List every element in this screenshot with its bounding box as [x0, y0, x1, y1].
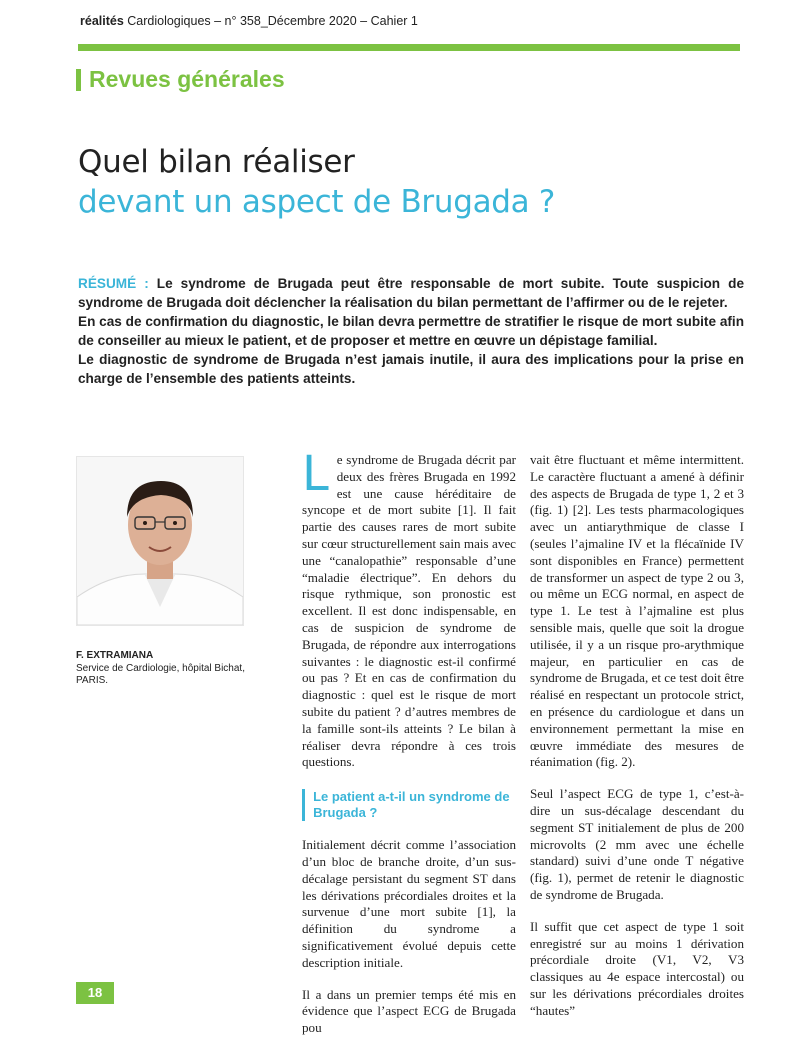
abstract-paragraph: RÉSUMÉ : Le syndrome de Brugada peut être responsable de mort subite. Toute suspicion de syndrome de Brugada doit déclencher la réalisation du bilan permettant de l’affirmer ou de le rejeter. — [78, 276, 744, 310]
page-number: 18 — [76, 982, 114, 1004]
author-block — [76, 650, 245, 688]
body-paragraph: Seul l’aspect ECG de type 1, c’est-à-dire un sus-décalage descendant du segment ST initialement de plus de 200 microvolts (2 mm avec une échelle standard) suivi d’une onde T négative (fig. 1), permet de retenir le diagnostic de syndrome de Brugada. — [530, 786, 744, 902]
header-rule — [78, 44, 740, 51]
author-city: PARIS. — [76, 675, 109, 686]
author-photo — [76, 456, 244, 626]
subheading-text: Le patient a-t-il un syndrome de Brugada ? — [313, 789, 510, 821]
subheading — [302, 789, 516, 821]
abstract — [78, 274, 744, 388]
body-paragraph: vait être fluctuant et même intermittent. Le caractère fluctuant a amené à définir des aspects de Brugada de type 1, 2 et 3 (fig. 1) [2]. Les tests pharmacologiques avec un antiarythmique de classe I (seules l’ajmaline IV et la flécaïnide IV sont disponibles en France) permettent de transformer un aspect de type 2 ou 3, ou même un ECG normal, en aspect de type 1. Le test à l’ajmaline est plus sensible mais, quelle que soit la drogue utilisée, il y a un risque pro-arythmique majeur, en particulier en cas de syndrome de Brugada, et ce test doit être réalisé en respectant un protocole strict, en présence du cardiologue et dans un environnement permettant la mise en œuvre immédiate des mesures de réanimation (fig. 2). — [530, 452, 744, 770]
title-line-2: devant un aspect de Brugada ? — [78, 184, 556, 220]
author-name: F. EXTRAMIANA — [76, 650, 154, 661]
journal-header — [80, 14, 418, 28]
subheading-bar — [302, 789, 305, 821]
journal-issue: Cardiologiques – n° 358_Décembre 2020 – Cahier 1 — [123, 14, 418, 28]
intro-paragraph: Le syndrome de Brugada décrit par deux des frères Brugada en 1992 est une cause héréditaire de syncope et de mort subite [1]. Il fait partie des causes rares de mort subite sur cœur structurellement sain mais avec une “canalopathie” responsable d’une “maladie électrique”. En dehors du risque rythmique, son pronostic est excellent. Il est donc indispensable, en cas de suspicion de syndrome de Brugada, de répondre aux interrogations suivantes : le diagnostic est-il confirmé ou pas ? Et en cas de confirmation du diagnostic : quel est le risque de mort subite du patient ? d’autres membres de la famille sont-ils atteints ? Le bilan à réaliser devra répondre à ces trois questions. — [302, 446, 516, 770]
author-affiliation: Service de Cardiologie, hôpital Bichat, — [76, 662, 245, 674]
body-column-1 — [302, 446, 516, 1052]
section-label — [76, 66, 285, 93]
article-title — [78, 142, 555, 222]
title-line-1: Quel bilan réaliser — [78, 144, 355, 180]
author-portrait-image — [77, 457, 243, 625]
body-paragraph: Il a dans un premier temps été mis en évidence que l’aspect ECG de Brugada pou — [302, 986, 516, 1036]
section-bar — [76, 69, 81, 91]
journal-name: réalités — [80, 14, 124, 28]
body-paragraph: Initialement décrit comme l’association d’un bloc de branche droite, d’un sus-décalage persistant du segment ST dans les dérivations précordiales droites et la survenue d’une mort subite [1], la définition du syndrome a significativement évolué depuis cette description initiale. — [302, 837, 516, 970]
abstract-paragraph: En cas de confirmation du diagnostic, le bilan devra permettre de stratifier le risque de mort subite afin de conseiller au mieux le patient, et de proposer et mettre en œuvre un dépistage familial. — [78, 314, 744, 348]
body-column-2 — [530, 452, 744, 1035]
abstract-label: RÉSUMÉ : — [78, 276, 149, 291]
section-title: Revues générales — [89, 66, 285, 92]
body-paragraph: Il suffit que cet aspect de type 1 soit enregistré sur au moins 1 dérivation précordiale droite (V1, V2, V3 classiques au 4e espace intercostal) ou sur les dérivations précordiales droites “hautes” — [530, 918, 744, 1018]
abstract-paragraph: Le diagnostic de syndrome de Brugada n’est jamais inutile, il aura des implications pour la prise en charge de l’ensemble des patients atteints. — [78, 352, 744, 386]
drop-cap: L — [302, 446, 329, 502]
